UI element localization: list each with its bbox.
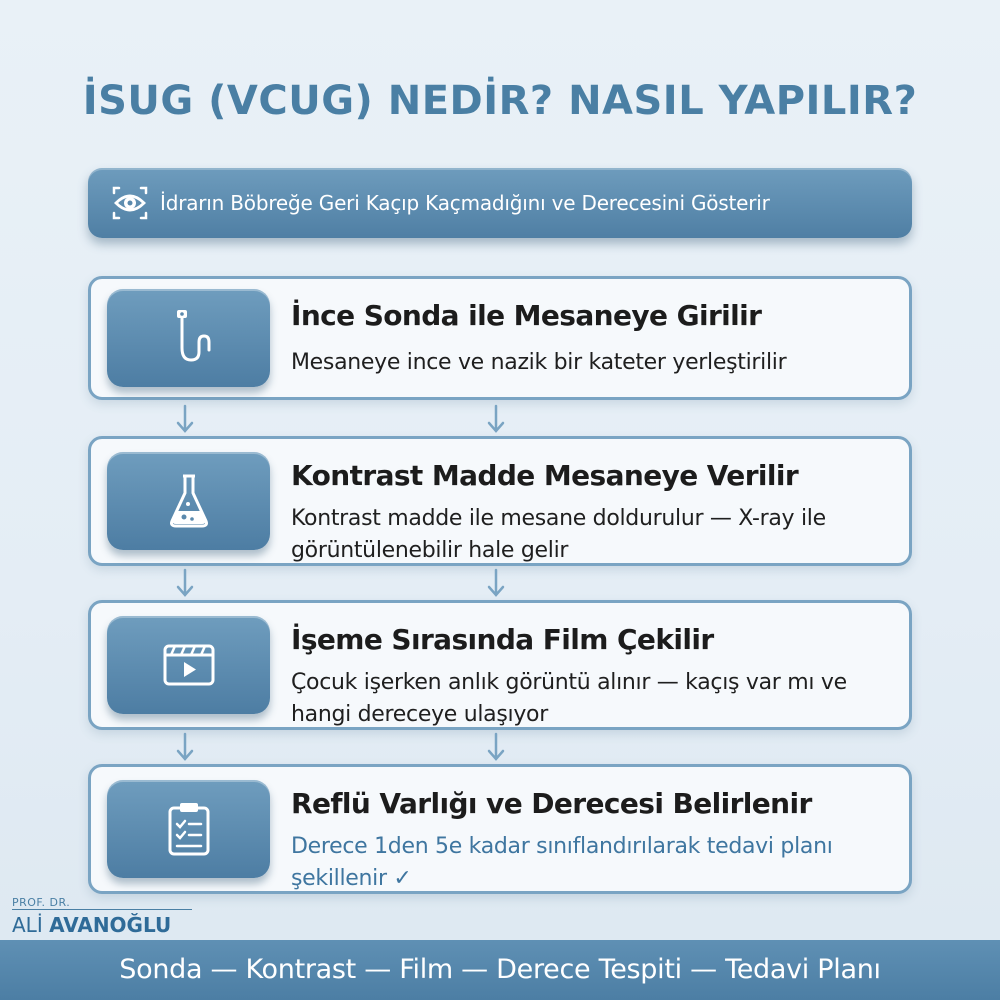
arrow-down-icon: [485, 732, 507, 762]
eye-icon: [110, 185, 150, 221]
page-title: İSUG (VCUG) NEDİR? NASIL YAPILIR?: [82, 78, 918, 124]
step-description: Kontrast madde ile mesane doldurulur — X-ray ile görüntülenebilir hale gelir: [291, 506, 826, 563]
video-icon: [161, 640, 217, 690]
step-title: İşeme Sırasında Film Çekilir: [291, 623, 714, 656]
logo-first-name: ALİ: [12, 913, 50, 937]
logo-last-name: AVANOĞLU: [49, 913, 172, 937]
arrow-down-icon: [174, 732, 196, 762]
logo-prefix: PROF. DR.: [12, 896, 71, 909]
arrow-down-icon: [174, 404, 196, 434]
step-title: Kontrast Madde Mesaneye Verilir: [291, 459, 799, 492]
arrow-down-icon: [485, 404, 507, 434]
catheter-icon: [164, 308, 214, 368]
step-card-3: [88, 600, 912, 730]
footer-text: Sonda — Kontrast — Film — Derece Tespiti — Tedavi Planı: [119, 954, 881, 985]
arrow-down-icon: [174, 568, 196, 598]
step-card-2: [88, 436, 912, 566]
flask-icon: [164, 471, 214, 531]
step-icon-tile: [107, 616, 270, 714]
banner-text: İdrarın Böbreğe Geri Kaçıp Kaçmadığını ve Derecesini Gösterir: [160, 191, 770, 215]
step-card-4: [88, 764, 912, 894]
clipboard-icon: [166, 800, 212, 858]
step-description: Çocuk işerken anlık görüntü alınır — kaçış var mı ve hangi dereceye ulaşıyor: [291, 670, 847, 727]
footer-bar: [0, 940, 1000, 1000]
step-icon-tile: [107, 780, 270, 878]
step-icon-tile: [107, 289, 270, 387]
step-title: İnce Sonda ile Mesaneye Girilir: [291, 299, 762, 332]
step-title: Reflü Varlığı ve Derecesi Belirlenir: [291, 787, 812, 820]
step-icon-tile: [107, 452, 270, 550]
logo-divider: [12, 909, 192, 910]
summary-banner: [88, 168, 912, 238]
step-description: Mesaneye ince ve nazik bir kateter yerleştirilir: [291, 350, 787, 375]
logo: [12, 913, 171, 937]
step-card-1: [88, 276, 912, 400]
step-description: Derece 1den 5e kadar sınıflandırılarak tedavi planı şekillenir ✓: [291, 834, 833, 891]
arrow-down-icon: [485, 568, 507, 598]
